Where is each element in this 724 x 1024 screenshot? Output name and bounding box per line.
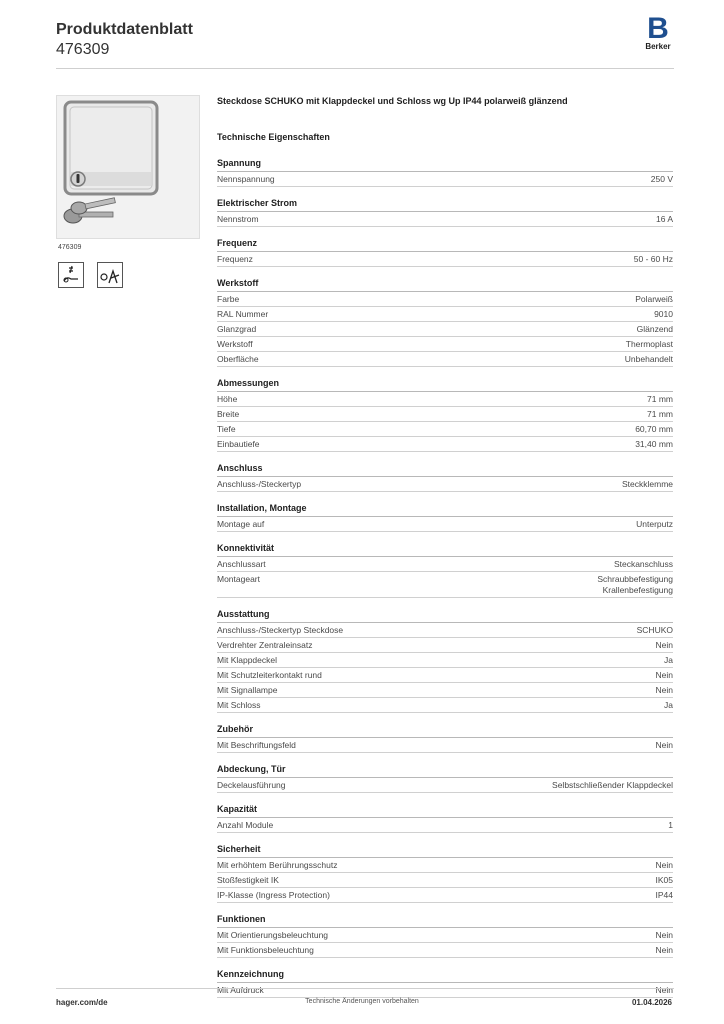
spec-row: [217, 477, 673, 492]
spec-value: Ja: [664, 700, 673, 710]
spec-row: [217, 623, 673, 638]
spec-label: Farbe: [217, 294, 240, 304]
spec-label: Verdrehter Zentraleinsatz: [217, 640, 313, 650]
spec-group: [217, 913, 673, 958]
spec-label: Tiefe: [217, 424, 236, 434]
spec-value: Nein: [655, 670, 673, 680]
spec-label: Mit Klappdeckel: [217, 655, 278, 665]
product-name: Steckdose SCHUKO mit Klappdeckel und Schloss wg Up IP44 polarweiß glänzend: [217, 96, 568, 106]
spec-value: Nein: [655, 930, 673, 940]
spec-label: Frequenz: [217, 254, 253, 264]
spec-group: [217, 462, 673, 492]
spec-value: Steckanschluss: [613, 559, 673, 569]
spec-label: Mit Funktionsbeleuchtung: [217, 945, 314, 955]
spec-row: [217, 252, 673, 267]
spec-value: 50 - 60 Hz: [633, 254, 673, 264]
spec-label: Mit Orientierungsbeleuchtung: [217, 930, 329, 940]
spec-group: [217, 377, 673, 452]
spec-group-title: Konnektivität: [217, 542, 673, 557]
spec-value: Thermoplast: [625, 339, 673, 349]
spec-label: Deckelausführung: [217, 780, 286, 790]
spec-label: Anschlussart: [217, 559, 266, 569]
spec-label: Glanzgrad: [217, 324, 257, 334]
spec-value: 31,40 mm: [635, 439, 673, 449]
spec-group: [217, 542, 673, 598]
spec-row: [217, 172, 673, 187]
spec-value: Unterputz: [636, 519, 673, 529]
spec-group-title: Abdeckung, Tür: [217, 763, 673, 778]
spec-value: IP44: [655, 890, 673, 900]
spec-group: [217, 763, 673, 793]
screw-fixing-icon: [97, 262, 123, 288]
spec-label: Höhe: [217, 394, 238, 404]
spec-group-title: Werkstoff: [217, 277, 673, 292]
product-image-caption: 476309: [58, 244, 82, 251]
spec-value: Selbstschließender Klappdeckel: [552, 780, 673, 790]
spec-value: Nein: [655, 945, 673, 955]
spec-label: Anschluss-/Steckertyp Steckdose: [217, 625, 344, 635]
spec-label: Mit erhöhtem Berührungsschutz: [217, 860, 338, 870]
spec-row: [217, 437, 673, 452]
spec-group: [217, 803, 673, 833]
spec-row: [217, 322, 673, 337]
spec-row: [217, 668, 673, 683]
quick-connect-icon: [58, 262, 84, 288]
document-header: [56, 20, 193, 60]
spec-group: [217, 157, 673, 187]
spec-row: [217, 337, 673, 352]
spec-value: 250 V: [650, 174, 673, 184]
spec-row: [217, 407, 673, 422]
spec-label: Montageart: [217, 574, 260, 584]
spec-group: [217, 968, 673, 998]
spec-group-title: Spannung: [217, 157, 673, 172]
spec-group: [217, 843, 673, 903]
spec-value: SCHUKO: [636, 625, 673, 635]
spec-value: Nein: [655, 985, 673, 995]
spec-label: Mit Schutzleiterkontakt rund: [217, 670, 322, 680]
footer-divider: [56, 988, 674, 989]
spec-row: [217, 307, 673, 322]
spec-label: Montage auf: [217, 519, 265, 529]
spec-label: Mit Aufdruck: [217, 985, 264, 995]
logo-letter: B: [647, 12, 669, 45]
socket-illustration: [57, 96, 199, 238]
spec-row: [217, 683, 673, 698]
spec-row: [217, 557, 673, 572]
spec-value: Nein: [655, 640, 673, 650]
spec-value: 9010: [654, 309, 673, 319]
spec-row: [217, 858, 673, 873]
spec-group-title: Elektrischer Strom: [217, 197, 673, 212]
spec-value: Glänzend: [636, 324, 673, 334]
spec-label: Mit Signallampe: [217, 685, 278, 695]
spec-label: RAL Nummer: [217, 309, 269, 319]
spec-value: Nein: [655, 860, 673, 870]
spec-value: 16 A: [655, 214, 673, 224]
spec-value: IK05: [655, 875, 673, 885]
spec-groups: [217, 157, 673, 998]
spec-value: 1: [668, 820, 673, 830]
spec-row: [217, 638, 673, 653]
berker-logo: [640, 12, 676, 52]
spec-group-title: Kapazität: [217, 803, 673, 818]
spec-group-title: Installation, Montage: [217, 502, 673, 517]
spec-label: Stoßfestigkeit IK: [217, 875, 279, 885]
spec-row: [217, 928, 673, 943]
spec-value: Ja: [664, 655, 673, 665]
spec-group-title: Anschluss: [217, 462, 673, 477]
spec-group-title: Ausstattung: [217, 608, 673, 623]
footer-notice: Technische Änderungen vorbehalten: [305, 998, 419, 1005]
spec-group: [217, 723, 673, 753]
spec-label: Oberfläche: [217, 354, 259, 364]
spec-label: Anschluss-/Steckertyp: [217, 479, 302, 489]
spec-row: [217, 818, 673, 833]
spec-value: 71 mm: [647, 394, 673, 404]
spec-value: Polarweiß: [635, 294, 673, 304]
spec-group: [217, 237, 673, 267]
spec-group: [217, 608, 673, 713]
spec-row: [217, 983, 673, 998]
footer-website[interactable]: hager.com/de: [56, 998, 108, 1007]
spec-label: Anzahl Module: [217, 820, 274, 830]
spec-group-title: Funktionen: [217, 913, 673, 928]
article-number: 476309: [56, 41, 110, 58]
spec-row: [217, 292, 673, 307]
product-image: [56, 95, 200, 239]
spec-label: Mit Schloss: [217, 700, 261, 710]
spec-row: [217, 517, 673, 532]
spec-row: [217, 738, 673, 753]
spec-label: IP-Klasse (Ingress Protection): [217, 890, 330, 900]
spec-value: Steckklemme: [621, 479, 673, 489]
document-title: Produktdatenblatt: [56, 21, 193, 38]
spec-label: Breite: [217, 409, 240, 419]
spec-row: [217, 392, 673, 407]
spec-value: Nein: [655, 740, 673, 750]
section-title: Technische Eigenschaften: [217, 132, 330, 142]
spec-group-title: Zubehör: [217, 723, 673, 738]
spec-label: Einbautiefe: [217, 439, 260, 449]
spec-sheet: [217, 95, 673, 1008]
spec-row: [217, 352, 673, 367]
spec-value: Nein: [655, 685, 673, 695]
header-divider: [56, 68, 674, 69]
spec-row: [217, 943, 673, 958]
spec-row: [217, 778, 673, 793]
spec-label: Mit Beschriftungsfeld: [217, 740, 296, 750]
spec-row: [217, 422, 673, 437]
spec-row: [217, 873, 673, 888]
spec-value: 60,70 mm: [635, 424, 673, 434]
spec-label: Werkstoff: [217, 339, 253, 349]
spec-label: Nennspannung: [217, 174, 275, 184]
spec-group: [217, 502, 673, 532]
spec-group: [217, 277, 673, 367]
spec-row: [217, 572, 673, 598]
spec-label: Nennstrom: [217, 214, 259, 224]
spec-row: [217, 888, 673, 903]
spec-row: [217, 653, 673, 668]
spec-group-title: Sicherheit: [217, 843, 673, 858]
spec-row: [217, 698, 673, 713]
spec-value: 71 mm: [647, 409, 673, 419]
spec-group-title: Abmessungen: [217, 377, 673, 392]
spec-value: Unbehandelt: [624, 354, 673, 364]
logo-text: Berker: [645, 42, 671, 51]
spec-group-title: Kennzeichnung: [217, 968, 673, 983]
spec-row: [217, 212, 673, 227]
spec-group: [217, 197, 673, 227]
footer-date: 01.04.2026: [631, 998, 672, 1007]
key-icon: [64, 198, 115, 223]
spec-value: Schraubbefestigung Krallenbefestigung: [597, 574, 673, 595]
spec-group-title: Frequenz: [217, 237, 673, 252]
